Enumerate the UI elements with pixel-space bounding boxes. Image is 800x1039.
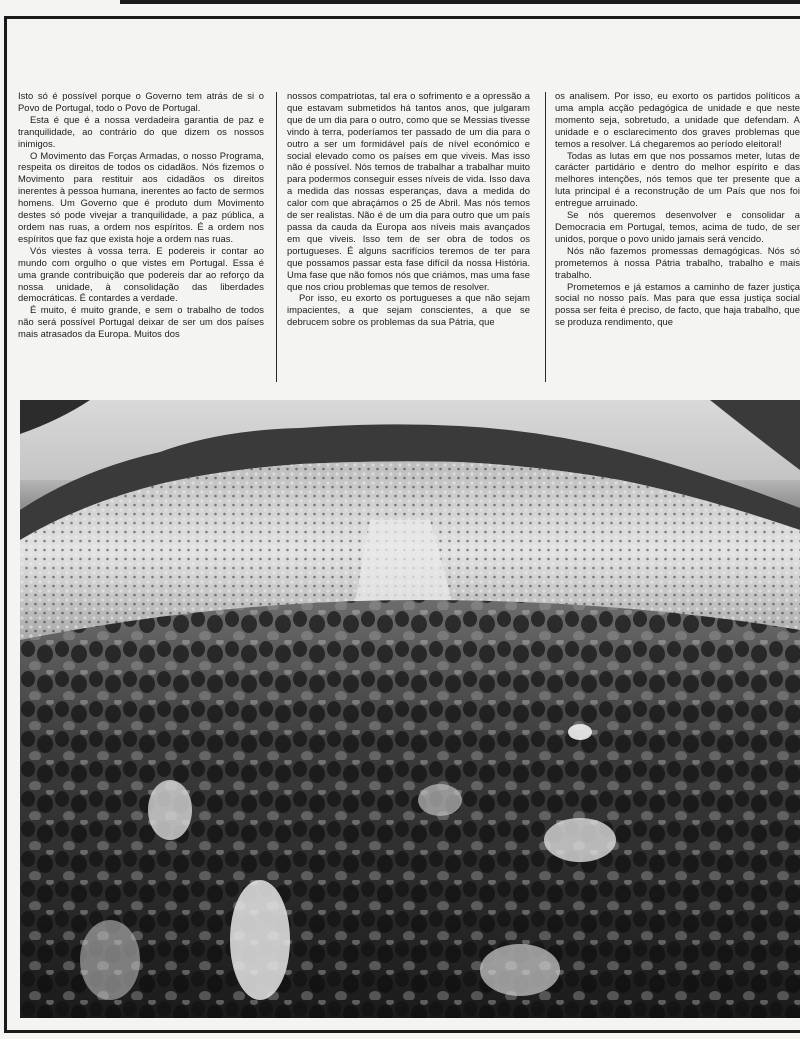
text-column-3 bbox=[555, 90, 800, 382]
paragraph: Todas as lutas em que nos possamos meter, lutas de carácter partidário e dentro do melhor espírito e das melhores intenções, nós temos que ter presente que a luta principal é a reconstrução de um País que nos foi entregue arruinado. bbox=[555, 149, 800, 209]
top-rule bbox=[0, 0, 800, 14]
paragraph: Vós viestes à vossa terra. E podereis ir contar ao mundo com orgulho o que vistes em Portugal. Essa é uma grande contribuição que podereis dar ao reforço da nossa unidade, à consolidação das liberdades democráticas. É contardes a verdade. bbox=[18, 244, 264, 304]
paragraph: Se nós queremos desenvolver e consolidar a Democracia em Portugal, temos, acima de tudo, de ser unidos, porque o povo unido jamais será vencido. bbox=[555, 209, 800, 244]
text-column-2 bbox=[287, 90, 530, 382]
paragraph: Por isso, eu exorto os portugueses a que não sejam impacientes, a que sejam conscientes, a que se debrucem sobre os problemas da sua Pátria, que bbox=[287, 292, 530, 328]
column-divider bbox=[545, 92, 546, 382]
paragraph: Prometemos e já estamos a caminho de fazer justiça social no nosso país. Mas para que essa justiça social possa ser feita é preciso, de facto, que haja trabalho, que se produza rendimento, que bbox=[555, 280, 800, 328]
stadium-crowd-photo bbox=[20, 400, 800, 1018]
paragraph: Nós não fazemos promessas demagógicas. Nós só prometemos à nossa Pátria trabalho, trabalho e mais trabalho. bbox=[555, 244, 800, 280]
paragraph: os analisem. Por isso, eu exorto os partidos políticos a uma ampla acção pedagógica de unidade e que neste momento seja, sobretudo, a unidade que defendam. A unidade e o esclarecimento dos graves problemas que temos a resolver. Lá chegaremos ao período eleitoral! bbox=[555, 90, 800, 149]
bottom-rule bbox=[4, 1030, 800, 1033]
paragraph: É muito, é muito grande, e sem o trabalho de todos não será possível Portugal deixar de ser um dos países mais atrasados da Europa. Muitos dos bbox=[18, 304, 264, 340]
text-column-1 bbox=[18, 90, 264, 382]
article-body bbox=[0, 90, 800, 382]
paragraph: Esta é que é a nossa verdadeira garantia de paz e tranquilidade, ao contrário do que dizem os nossos inimigos. bbox=[18, 113, 264, 149]
paragraph: nossos compatriotas, tal era o sofrimento e a opressão a que estavam submetidos há tantos anos, que julgaram que de um dia para o outro, como que se Messias tivesse vindo à terra, poderíamos ter passado de um dia para o outro a ser um formidável país de nível económico e social elevado como os países em que viveis. Mas isso não é possível. Nós temos de trabalhar a trabalhar muito para podermos conseguir esses níveis de vida. Isso dava a medida das nossas esperanças, dava a medida do calor com que abraçámos o 25 de Abril. Mas nós temos de ser realistas. Não é de um dia para outro que um país passa da cauda da Europa aos níveis mais avançados em que viveis. Isso tem de ser obra de todos os portugueses. É alguns sacrifícios teremos de ter para que possamos passar esta fase difícil da nossa História. Uma fase que não fomos nós que criámos, mas uma fase que nos criou problemas que temos de resolver. bbox=[287, 90, 530, 292]
column-divider bbox=[276, 92, 277, 382]
paragraph: O Movimento das Forças Armadas, o nosso Programa, respeita os direitos de todos os cidadãos. Nós fizemos o Movimento para restituir aos cidadãos os direitos inerentes à pessoa humana, inerentes ao facto de sermos homens. Um Governo que é produto dum Movimento destes só pode vivejar a tranquilidade, a paz pública, a ordem nas ruas, a ordem nos espíritos. É a ordem nos espíritos que faz que exista hoje a ordem nas ruas. bbox=[18, 149, 264, 244]
paragraph: Isto só é possível porque o Governo tem atrás de si o Povo de Portugal, todo o Povo de Portugal. bbox=[18, 90, 264, 113]
